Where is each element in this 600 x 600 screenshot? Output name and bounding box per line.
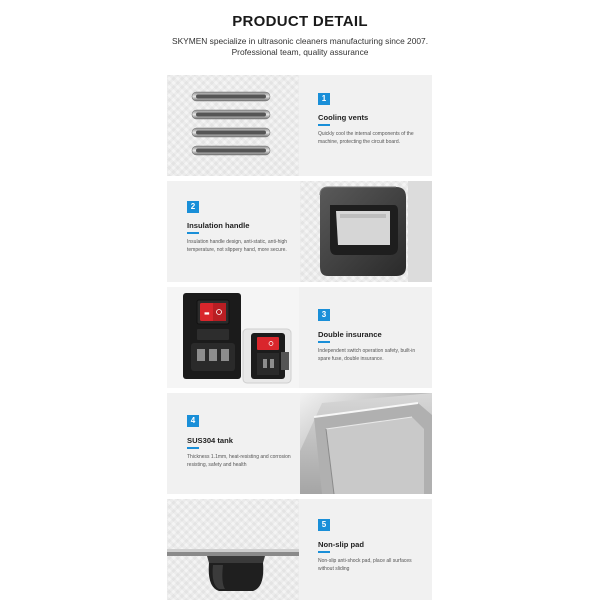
sus304-tank-image bbox=[300, 393, 432, 494]
feature-number-badge: 2 bbox=[187, 201, 199, 213]
accent-underline bbox=[187, 232, 199, 234]
vent-slots-icon bbox=[167, 75, 299, 176]
handle-icon bbox=[300, 181, 432, 282]
feature-title: Non-slip pad bbox=[318, 540, 364, 549]
double-insurance-image bbox=[167, 287, 299, 388]
feature-sus304-tank bbox=[167, 393, 432, 494]
double-insurance-panel bbox=[299, 287, 432, 388]
feature-cooling-vents bbox=[167, 75, 432, 176]
non-slip-pad-image bbox=[167, 499, 299, 600]
accent-underline bbox=[318, 341, 330, 343]
feature-number-badge: 3 bbox=[318, 309, 330, 321]
feature-description: Insulation handle design, anti-static, anti-high temperature, not slippery hand, more secure. bbox=[187, 239, 288, 253]
accent-underline bbox=[318, 124, 330, 126]
feature-insulation-handle bbox=[167, 181, 432, 282]
feature-non-slip-pad bbox=[167, 499, 432, 600]
feature-title: Insulation handle bbox=[187, 221, 250, 230]
sus304-tank-panel bbox=[167, 393, 300, 494]
feature-number-badge: 1 bbox=[318, 93, 330, 105]
accent-underline bbox=[318, 551, 330, 553]
rubber-foot-icon bbox=[167, 499, 299, 600]
feature-description: Quickly cool the internal components of the machine, protecting the circuit board. bbox=[318, 131, 414, 145]
insulation-handle-image bbox=[300, 181, 432, 282]
accent-underline bbox=[187, 447, 199, 449]
feature-description: Independent switch operation safety, built-in spare fuse, double insurance. bbox=[318, 348, 416, 362]
feature-title: SUS304 tank bbox=[187, 436, 234, 445]
feature-title: Cooling vents bbox=[318, 113, 369, 122]
svg-text:▬: ▬ bbox=[204, 310, 210, 317]
insulation-handle-panel bbox=[167, 181, 300, 282]
feature-number-badge: 4 bbox=[187, 415, 199, 427]
cooling-vents-panel bbox=[299, 75, 432, 176]
power-switch-icon bbox=[167, 287, 299, 388]
cooling-vents-image bbox=[167, 75, 299, 176]
non-slip-pad-panel bbox=[299, 499, 432, 600]
feature-title: Double insurance bbox=[318, 330, 382, 339]
feature-description: Non-slip anti-shock pad, place all surfaces without sliding bbox=[318, 558, 412, 572]
feature-description: Thickness 1.1mm, heat-resisting and corrosion resisting, safety and health bbox=[187, 454, 291, 468]
steel-tank-icon bbox=[300, 393, 432, 494]
page-subtitle: SKYMEN specialize in ultrasonic cleaners manufacturing since 2007. Professional team, quality assurance bbox=[171, 36, 429, 57]
feature-number-badge: 5 bbox=[318, 519, 330, 531]
page-title: PRODUCT DETAIL bbox=[232, 13, 368, 30]
feature-double-insurance bbox=[167, 287, 432, 388]
